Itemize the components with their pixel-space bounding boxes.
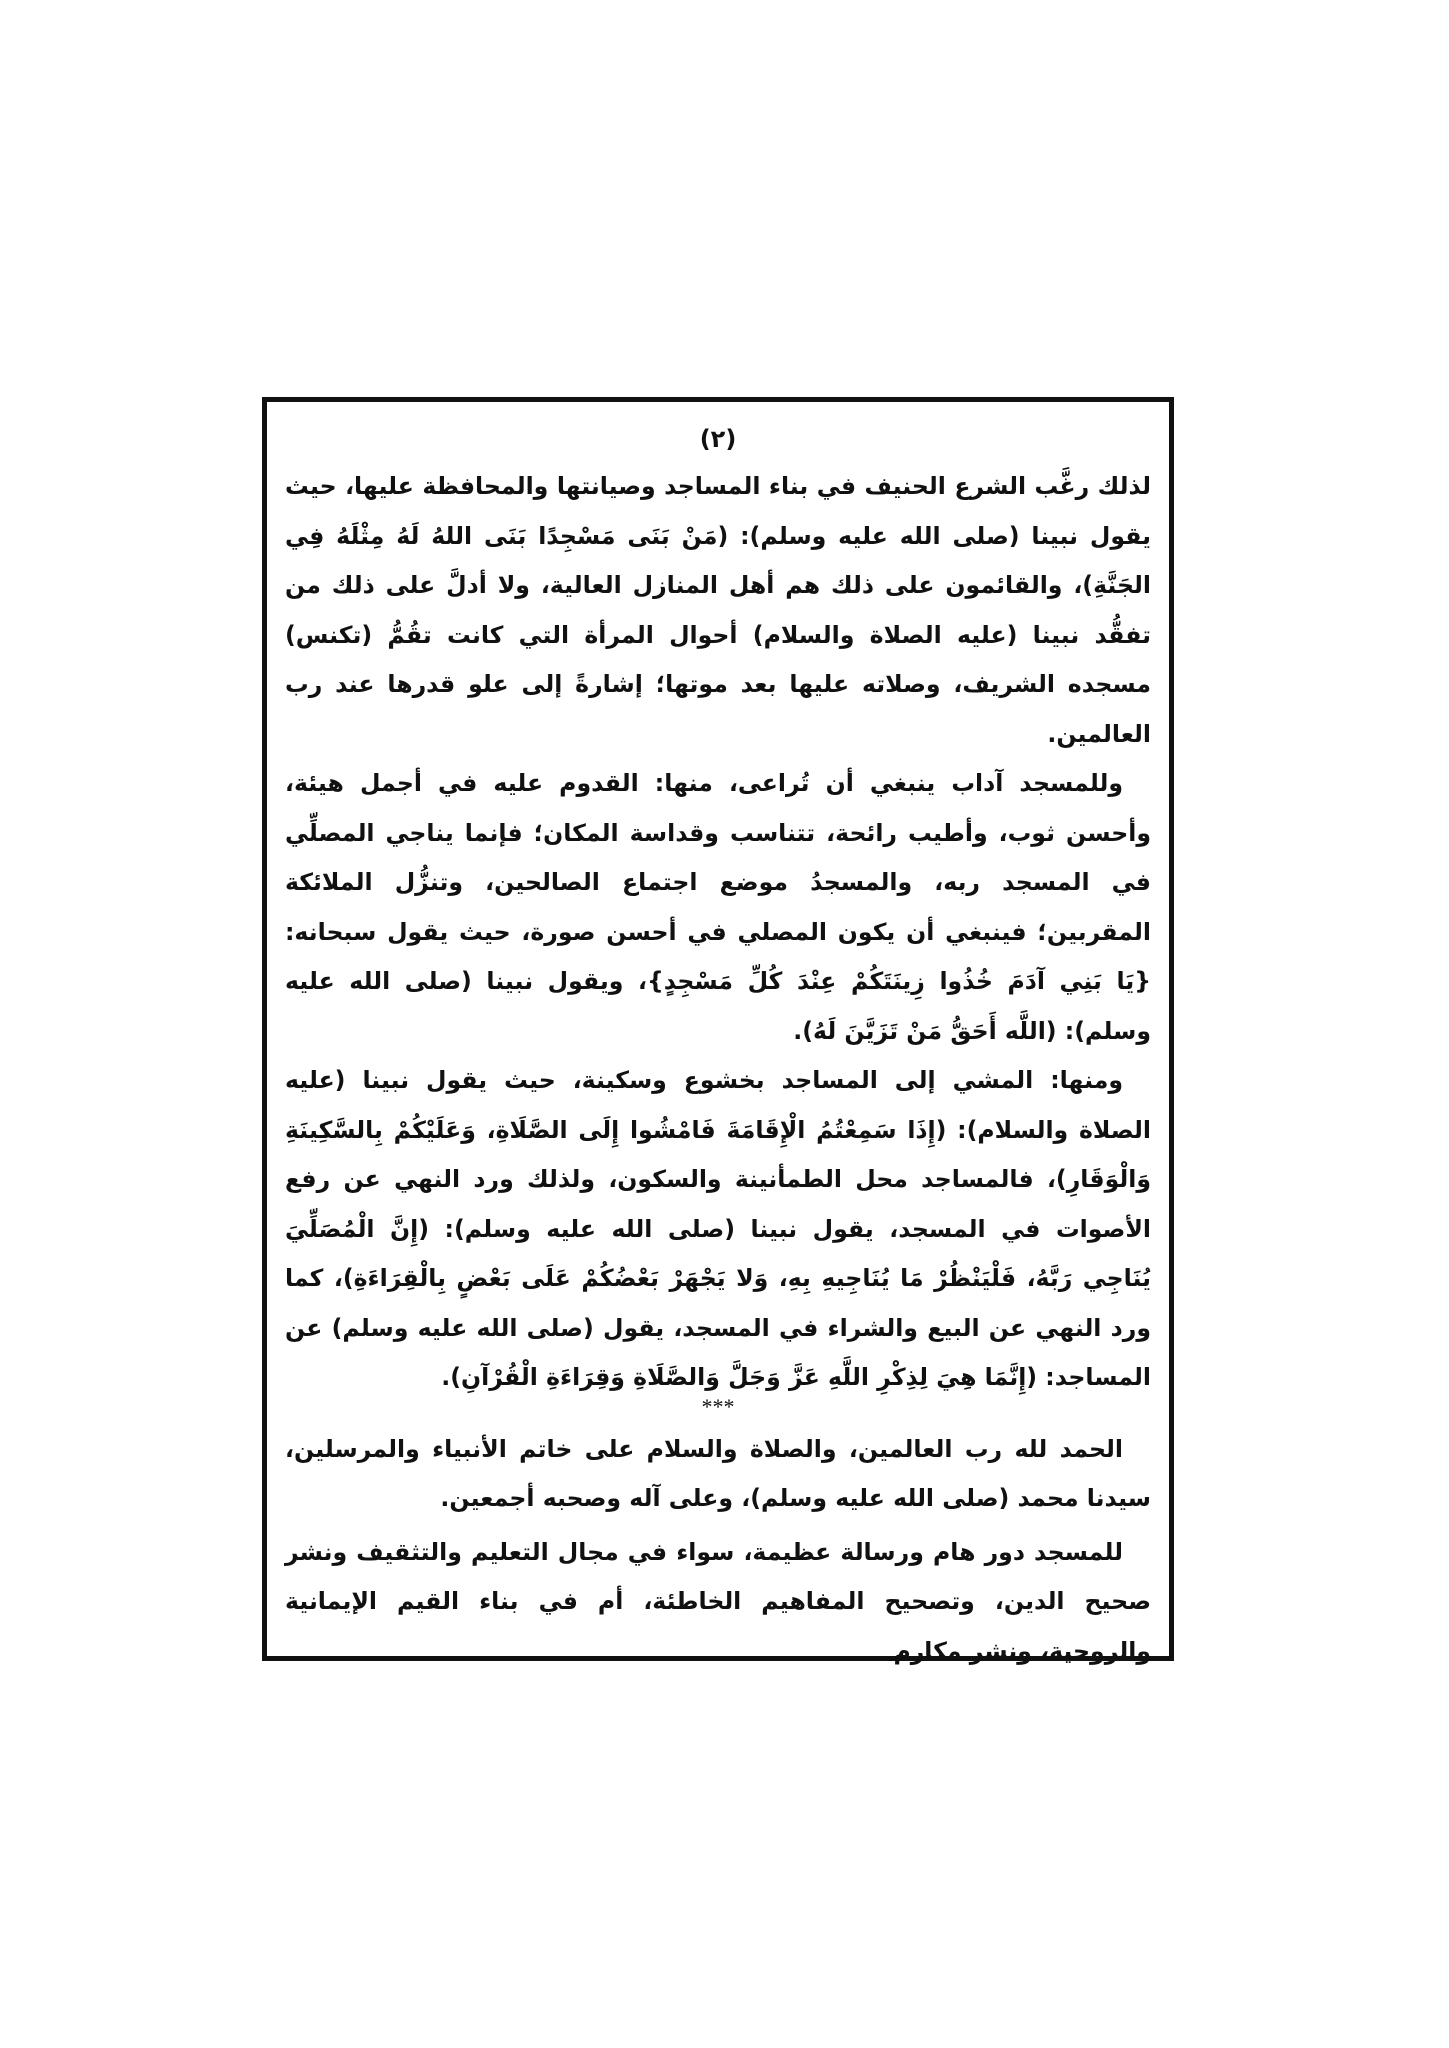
paragraph-walking-to-mosque: ومنها: المشي إلى المساجد بخشوع وسكينة، حيث يقول نبينا (عليه الصلاة والسلام): (إِذَا سَمِعْتُمُ الْإِقَامَةَ فَامْشُوا إِلَى الصَّلَاةِ، وَعَلَيْكُمْ بِالسَّكِينَةِ وَالْوَقَارِ)، فالمساجد محل الطمأنينة والسكون، ولذلك ورد النهي عن رفع الأصوات في المسجد، يقول نبينا (صلى الله عليه وسلم): (إِنَّ الْمُصَلِّيَ يُنَاجِي رَبَّهُ، فَلْيَنْظُرْ مَا يُنَاجِيهِ بِهِ، وَلا يَجْهَرْ بَعْضُكُمْ عَلَى بَعْضٍ بِالْقِرَاءَةِ)، كما ورد النهي عن البيع والشراء في المسجد، يقول (صلى الله عليه وسلم) عن المساجد: (إِنَّمَا هِيَ لِذِكْرِ اللَّهِ عَزَّ وَجَلَّ وَالصَّلَاةِ وَقِرَاءَةِ الْقُرْآنِ).: [285, 1066, 1151, 1391]
page-number: (٢): [699, 425, 737, 453]
paragraph-praise: الحمد لله رب العالمين، والصلاة والسلام على خاتم الأنبياء والمرسلين، سيدنا محمد (صلى الله عليه وسلم)، وعلى آله وصحبه أجمعين.: [285, 1434, 1151, 1512]
page-frame: [262, 397, 1174, 1665]
paragraph-mosque-building: لذلك رغَّب الشرع الحنيف في بناء المساجد وصيانتها والمحافظة عليها، حيث يقول نبينا (صلى الله عليه وسلم): (مَنْ بَنَى مَسْجِدًا بَنَى اللهُ لَهُ مِثْلَهُ فِي الجَنَّةِ)، والقائمون على ذلك هم أهل المنازل العالية، ولا أدلَّ على ذلك من تفقُّد نبينا (عليه الصلاة والسلام) أحوال المرأة التي كانت تقُمُّ (تكنس) مسجده الشريف، وصلاته عليها بعد موتها؛ إشارةً إلى علو قدرها عند رب العالمين.: [285, 472, 1151, 748]
paragraph-mosque-etiquette: وللمسجد آداب ينبغي أن تُراعى، منها: القدوم عليه في أجمل هيئة، وأحسن ثوب، وأطيب رائحة، تتناسب وقداسة المكان؛ فإنما يناجي المصلِّي في المسجد ربه، والمسجدُ موضع اجتماع الصالحين، وتنزُّل الملائكة المقربين؛ فينبغي أن يكون المصلي في أحسن صورة، حيث يقول سبحانه: {يَا بَنِي آدَمَ خُذُوا زِينَتَكُمْ عِنْدَ كُلِّ مَسْجِدٍ}، ويقول نبينا (صلى الله عليه وسلم): (اللَّه أَحَقُّ مَنْ تَزَيَّنَ لَهُ).: [285, 769, 1151, 1045]
section-separator: ***: [701, 1393, 735, 1419]
paragraph-mosque-role: للمسجد دور هام ورسالة عظيمة، سواء في مجال التعليم والتثقيف ونشر صحيح الدين، وتصحيح المفاهيم الخاطئة، أم في بناء القيم الإيمانية والروحية، ونشر مكارم: [285, 1537, 1151, 1665]
